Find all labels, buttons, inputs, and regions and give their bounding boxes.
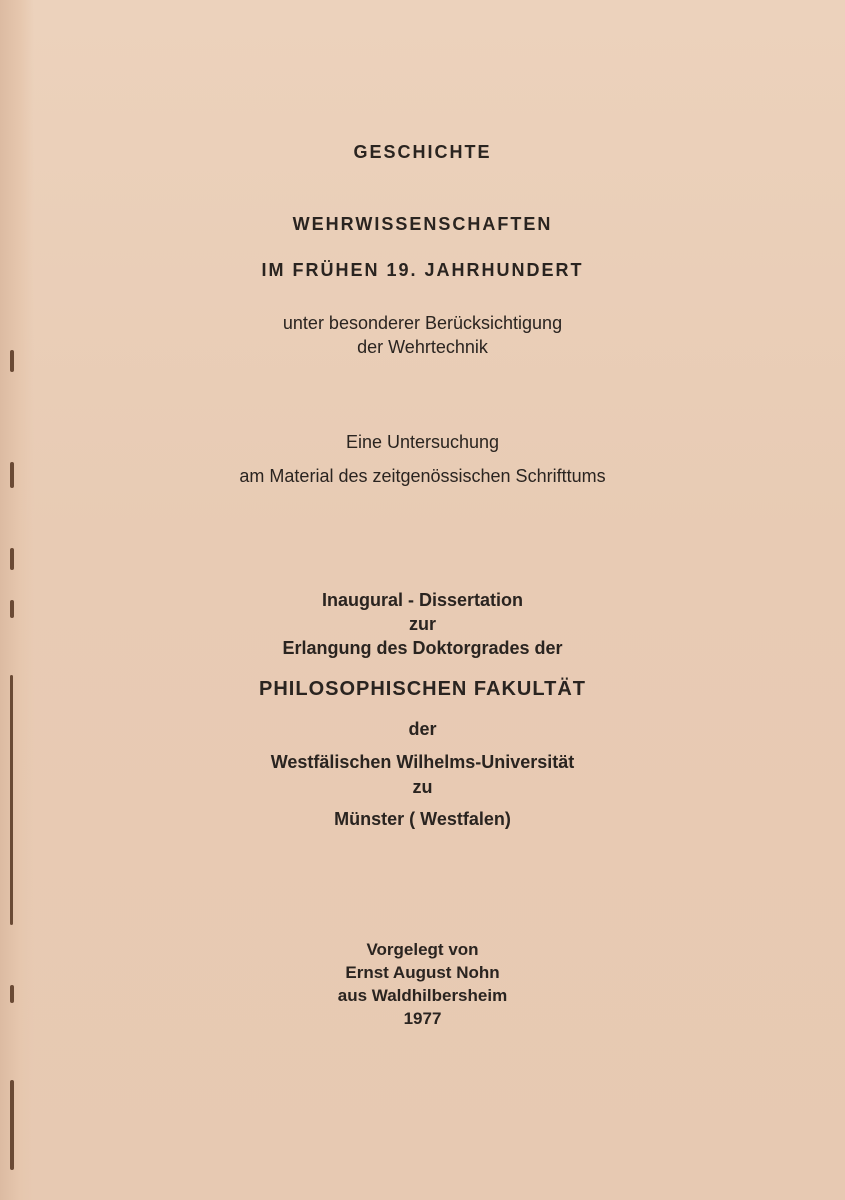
title-line-1: GESCHICHTE — [353, 142, 492, 162]
city-name: Münster ( Westfalen) — [334, 809, 511, 829]
binding-mark — [10, 548, 14, 570]
dissertation-line-3: Erlangung des Doktorgrades der — [282, 638, 563, 658]
university-name: Westfälischen Wilhelms-Universität — [270, 752, 575, 772]
dissertation-line-5: der — [408, 719, 437, 739]
author-name: Ernst August Nohn — [345, 963, 500, 982]
study-line-1: Eine Untersuchung — [345, 432, 500, 452]
dissertation-line-2: zur — [409, 614, 436, 634]
title-line-3: IM FRÜHEN 19. JAHRHUNDERT — [261, 260, 584, 280]
title-line-2: WEHRWISSENSCHAFTEN — [292, 214, 553, 234]
author-line-1: Vorgelegt von — [366, 940, 479, 959]
publication-year: 1977 — [403, 1009, 442, 1028]
author-origin: aus Waldhilbersheim — [337, 986, 508, 1005]
subtitle-line-1: unter besonderer Berücksichtigung — [282, 313, 563, 333]
binding-mark — [10, 675, 13, 925]
faculty-name: PHILOSOPHISCHEN FAKULTÄT — [259, 678, 586, 700]
study-line-2: am Material des zeitgenössischen Schrifttums — [239, 466, 606, 486]
subtitle-line-2: der Wehrtechnik — [357, 337, 488, 357]
dissertation-line-7: zu — [412, 777, 433, 797]
binding-mark — [10, 1080, 14, 1170]
dissertation-line-1: Inaugural - Dissertation — [321, 590, 524, 610]
